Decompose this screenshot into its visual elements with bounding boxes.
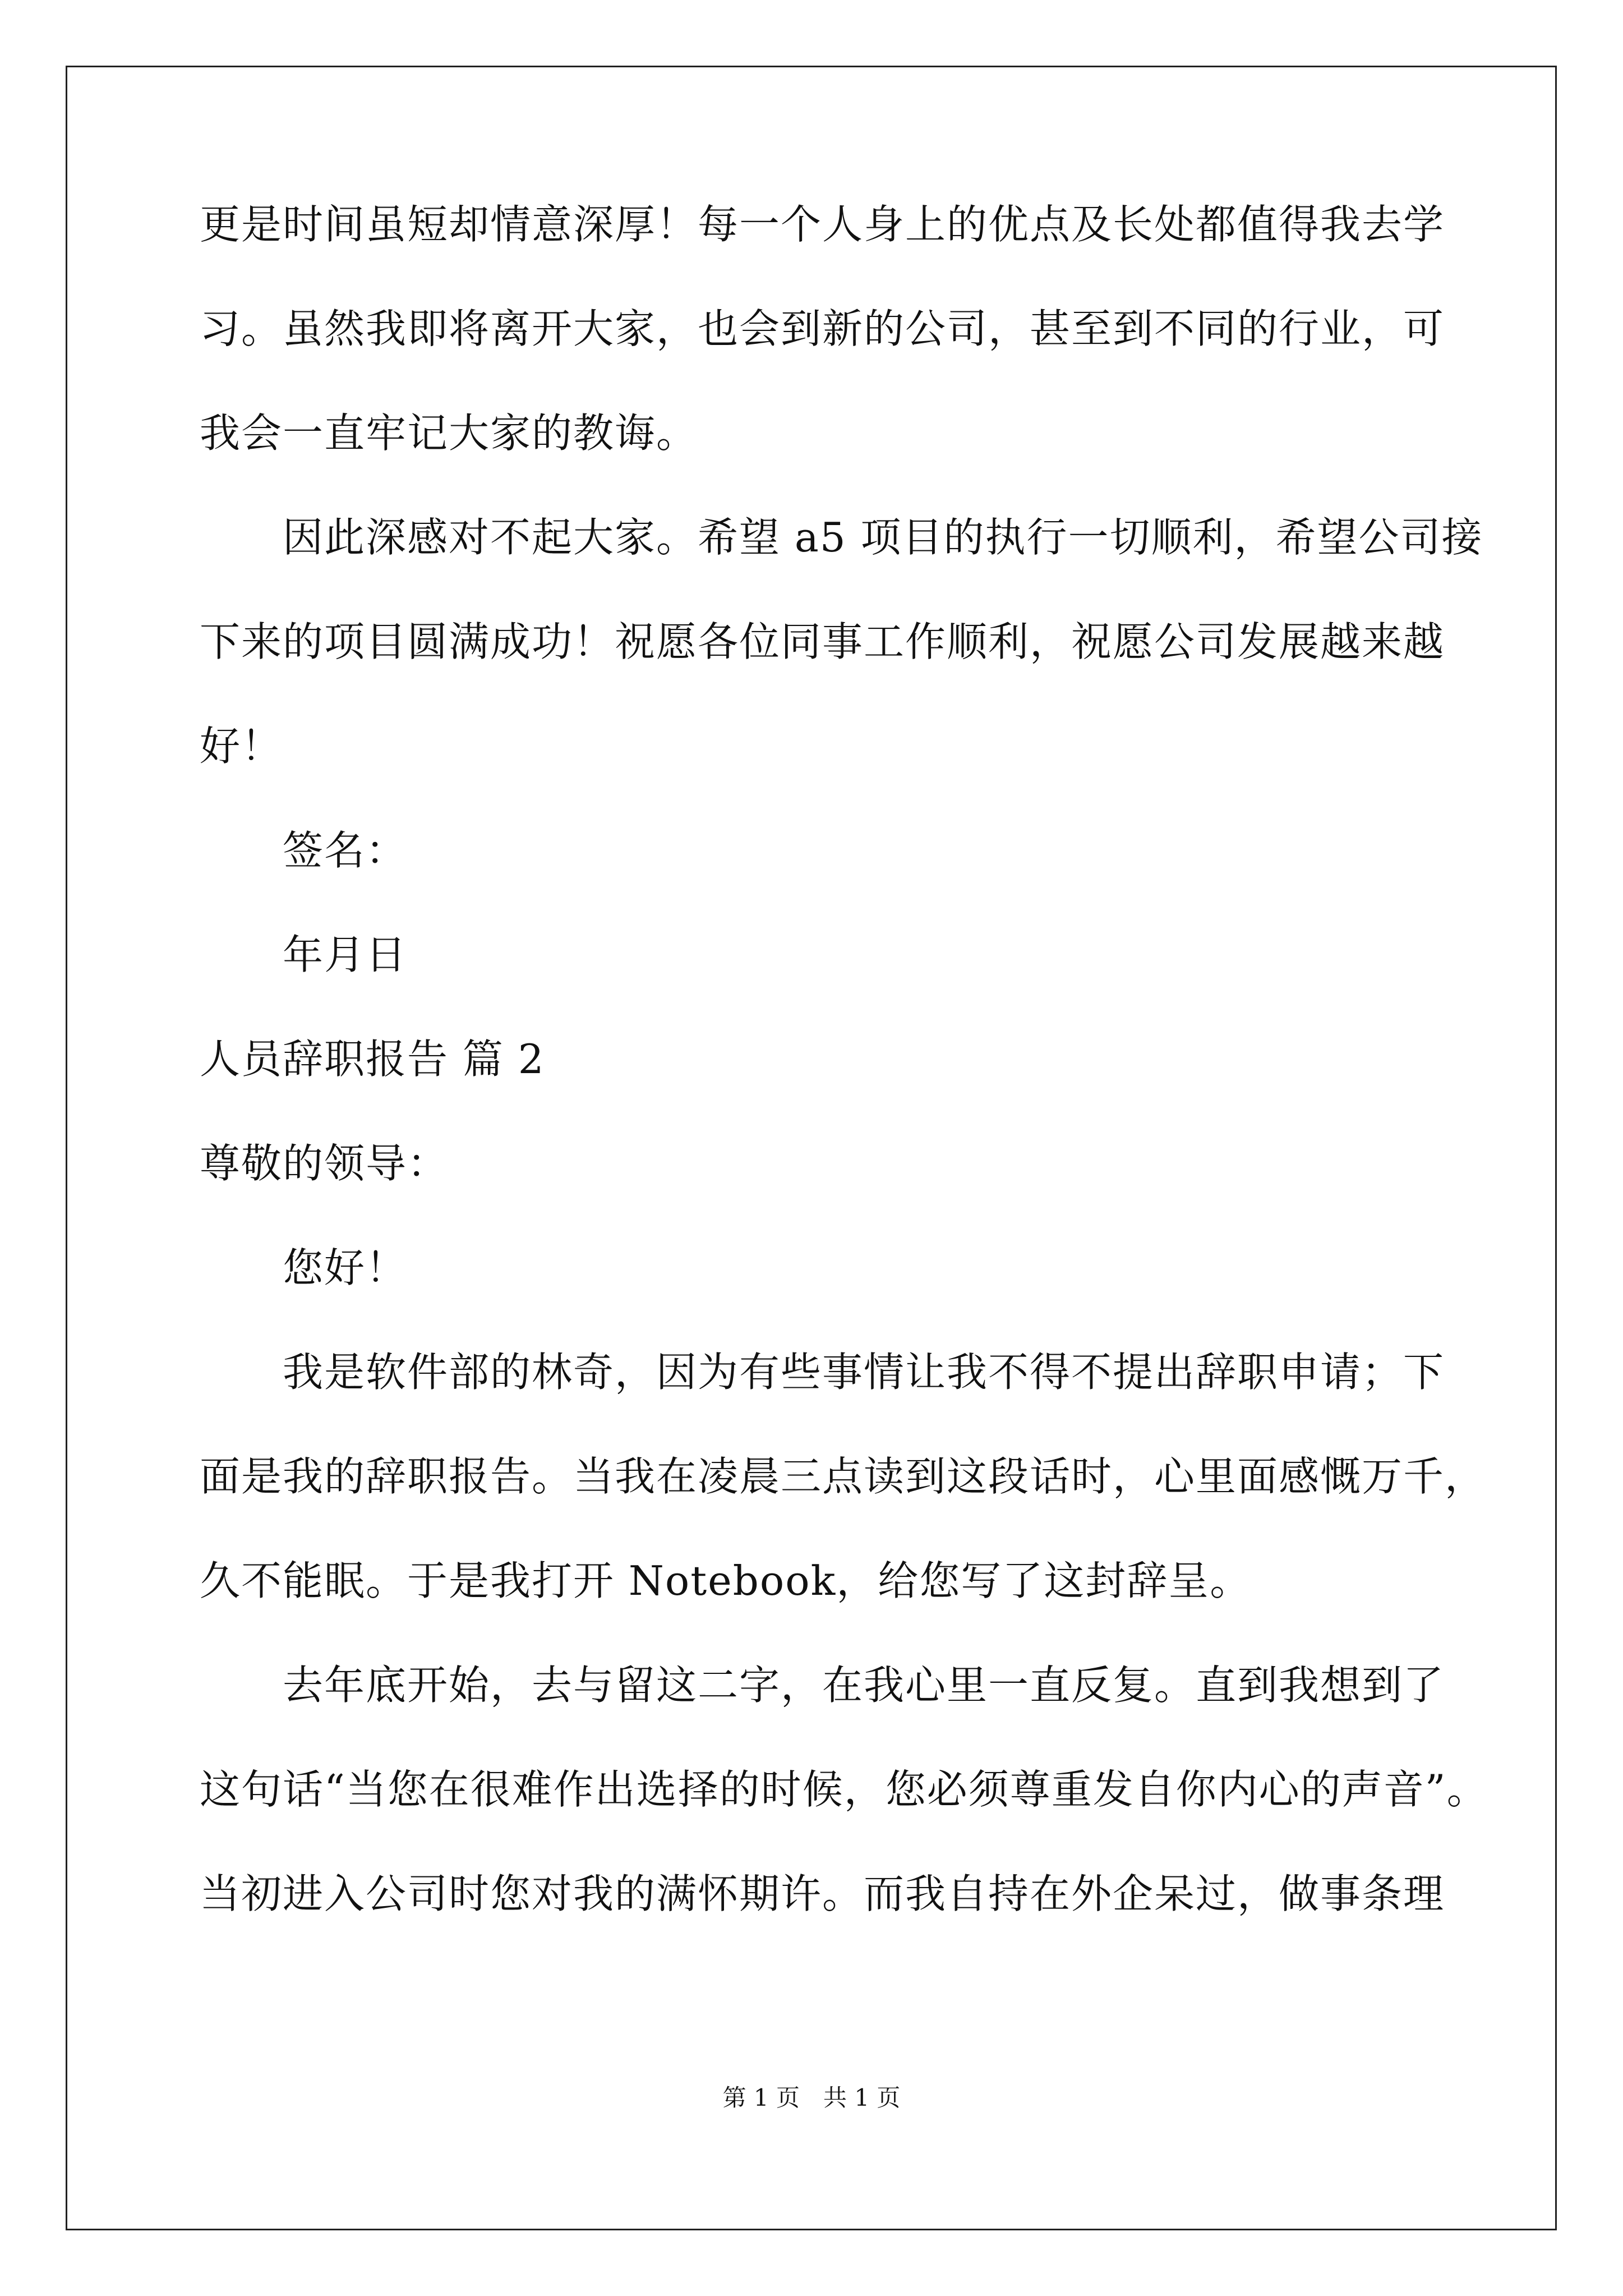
text-line: 久不能眠。于是我打开 Notebook，给您写了这封辞呈。 bbox=[200, 1557, 1252, 1604]
section-heading: 人员辞职报告 篇 2 bbox=[200, 1036, 545, 1083]
text-line: 习。虽然我即将离开大家，也会到新的公司，甚至到不同的行业，可 bbox=[200, 305, 1445, 352]
text-line: 当初进入公司时您对我的满怀期许。而我自持在外企呆过，做事条理 bbox=[200, 1870, 1445, 1917]
greeting: 您好！ bbox=[283, 1244, 408, 1291]
text-line: 因此深感对不起大家。希望 a5 项目的执行一切顺利，希望公司接 bbox=[283, 514, 1483, 561]
text-line: 更是时间虽短却情意深厚！每一个人身上的优点及长处都值得我去学 bbox=[200, 201, 1445, 248]
text-line: 好！ bbox=[200, 723, 283, 770]
text-line: 去年底开始，去与留这二字，在我心里一直反复。直到我想到了 bbox=[283, 1662, 1445, 1709]
page-number-footer: 第 1 页 共 1 页 bbox=[722, 2084, 901, 2111]
signature-label: 签名： bbox=[283, 827, 408, 874]
text-line: 下来的项目圆满成功！祝愿各位同事工作顺利，祝愿公司发展越来越 bbox=[200, 618, 1445, 665]
text-line: 这句话“当您在很难作出选择的时候，您必须尊重发自你内心的声音”。 bbox=[200, 1766, 1488, 1813]
text-line: 我是软件部的林奇，因为有些事情让我不得不提出辞职申请；下 bbox=[283, 1349, 1445, 1396]
text-line: 面是我的辞职报告。当我在凌晨三点读到这段话时，心里面感慨万千， bbox=[200, 1453, 1487, 1500]
text-line: 我会一直牢记大家的教诲。 bbox=[200, 409, 698, 457]
salutation: 尊敬的领导： bbox=[200, 1140, 449, 1187]
date-label: 年月日 bbox=[283, 931, 408, 978]
